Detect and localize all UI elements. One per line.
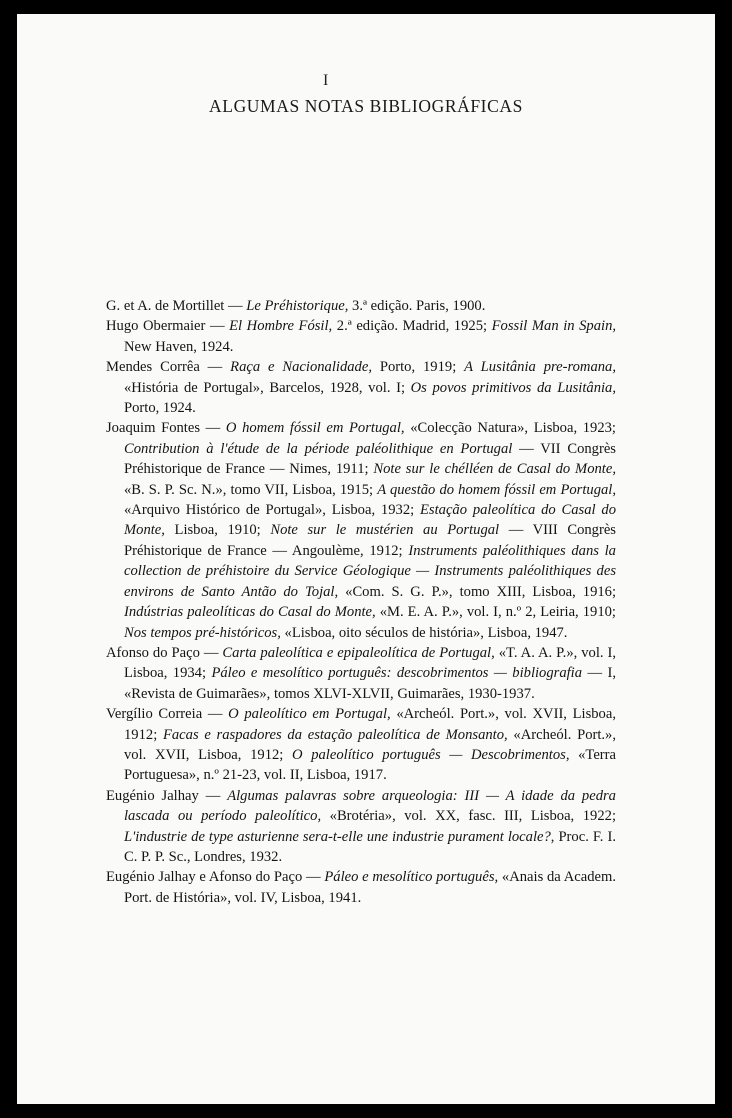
entry-text: Eugénio Jalhay e Afonso do Paço — [106,869,325,886]
work-title: Facas e raspadores da estação paleolítica de Monsanto, [162,726,508,743]
work-title: Instruments paléolithiques dans la collection de préhistoire du Service Géologique — Instruments paléolithiques des environs de Santo Antão do Tojal, [124,542,616,600]
entry-text: «M. E. A. P.», vol. I, n.º 2, Leiria, 1910; [375,604,616,621]
work-title: Note sur le mustérien au Portugal [270,522,500,539]
bibliography-entry [106,357,616,418]
entry-text: «Archeól. Port.», vol. XVII, Lisboa, 1912; [124,726,616,763]
entry-text: «Arquivo Histórico de Portugal», Lisboa, 1932; [124,502,420,519]
bibliography-entry [106,786,616,868]
entry-text: «T. A. A. P.», vol. I, Lisboa, 1934; [124,644,617,682]
work-title: El Hombre Fósil, [229,318,333,335]
entry-text: 2.ª edição. Madrid, 1925; [332,318,492,335]
work-title: O paleolítico em Portugal, [228,706,391,723]
bibliography-entry [106,643,616,704]
bibliography-entry [106,704,616,786]
work-title: Os povos primitivos da Lusitânia, [410,379,616,396]
entry-text: «Archeól. Port.», vol. XVII, Lisboa, 1912; [124,706,616,743]
entry-text: Eugénio Jalhay — [106,787,228,804]
work-title: Algumas palavras sobre arqueologia: III — A idade da pedra lascada ou período paleolítico, [124,787,616,825]
entry-text: «História de Portugal», Barcelos, 1928, vol. I; [124,379,411,396]
entry-text: Afonso do Paço — [106,644,223,661]
entry-text: «Anais da Academ. Port. de História», vol. IV, Lisboa, 1941. [124,869,616,906]
entry-text: G. et A. de Mortillet — [106,298,247,314]
bibliography-entry [106,296,616,316]
entry-text: «Brotéria», vol. XX, fasc. III, Lisboa, 1922; [321,808,616,825]
work-title: Fossil Man in Spain, [491,318,617,335]
work-title: O paleolítico português — Descobrimentos, [292,746,570,763]
bibliography-list [106,296,616,908]
work-title: Note sur le chélléen de Casal do Monte, [373,461,616,478]
work-title: Páleo e mesolítico português: descobrimentos — bibliografia [211,665,583,682]
entry-text: Mendes Corrêa — [106,359,231,376]
work-title: Carta paleolítica e epipaleolítica de Portugal, [222,644,495,661]
work-title: Raça e Nacionalidade, [230,359,372,376]
work-title: Indústrias paleolíticas do Casal do Monte, [124,604,376,621]
page-title: ALGUMAS NOTAS BIBLIOGRÁFICAS [209,96,523,116]
bibliography-entry [106,867,616,908]
entry-text: Porto, 1919; [371,359,465,376]
work-title: Le Préhistorique, [246,298,349,314]
work-title: A questão do homem fóssil em Portugal, [377,481,616,498]
work-title: Nos tempos pré-históricos, [124,624,281,641]
entry-text: — VIII Congrès Préhistorique de France — Angoulème, 1912; [124,522,616,559]
entry-text: New Haven, 1924. [124,338,234,355]
work-title: Estação paleolítica do Casal do Monte, [124,502,616,539]
entry-text: «Com. S. G. P.», tomo XIII, Lisboa, 1916; [338,583,617,600]
entry-text: — VII Congrès Préhistorique de France — Nimes, 1911; [124,440,616,478]
bibliography-entry [106,316,616,357]
entry-text: «B. S. P. Sc. N.», tomo VII, Lisboa, 1915; [124,481,378,498]
document-page [17,14,715,1104]
entry-text: «Lisboa, oito séculos de história», Lisboa, 1947. [280,624,568,641]
entry-text: Vergílio Correia — [106,706,229,723]
entry-text: 3.ª edição. Paris, 1900. [348,298,486,314]
work-title: A Lusitânia pre-romana, [464,359,616,376]
bibliography-entry [106,418,616,642]
work-title: O homem fóssil em Portugal, [225,420,405,437]
work-title: Páleo e mesolítico português, [324,869,499,886]
entry-text: Porto, 1924. [124,400,196,417]
entry-text: Joaquim Fontes — [106,420,226,437]
page-mark: I [323,72,329,89]
work-title: L'industrie de type asturienne sera-t-elle une industrie purament locale? [124,828,551,845]
entry-text: , Proc. F. I. C. P. P. Sc., Londres, 1932. [124,828,616,865]
work-title: Contribution à l'étude de la période paléolithique en Portugal [124,440,513,457]
entry-text: Hugo Obermaier — [106,318,230,335]
entry-text: «Terra Portuguesa», n.º 21-23, vol. II, Lisboa, 1917. [124,746,616,784]
entry-text: «Colecção Natura», Lisboa, 1923; [404,420,616,437]
entry-text: — I, «Revista de Guimarães», tomos XLVI-XLVII, Guimarães, 1930-1937. [124,665,616,702]
entry-text: Lisboa, 1910; [164,522,271,539]
